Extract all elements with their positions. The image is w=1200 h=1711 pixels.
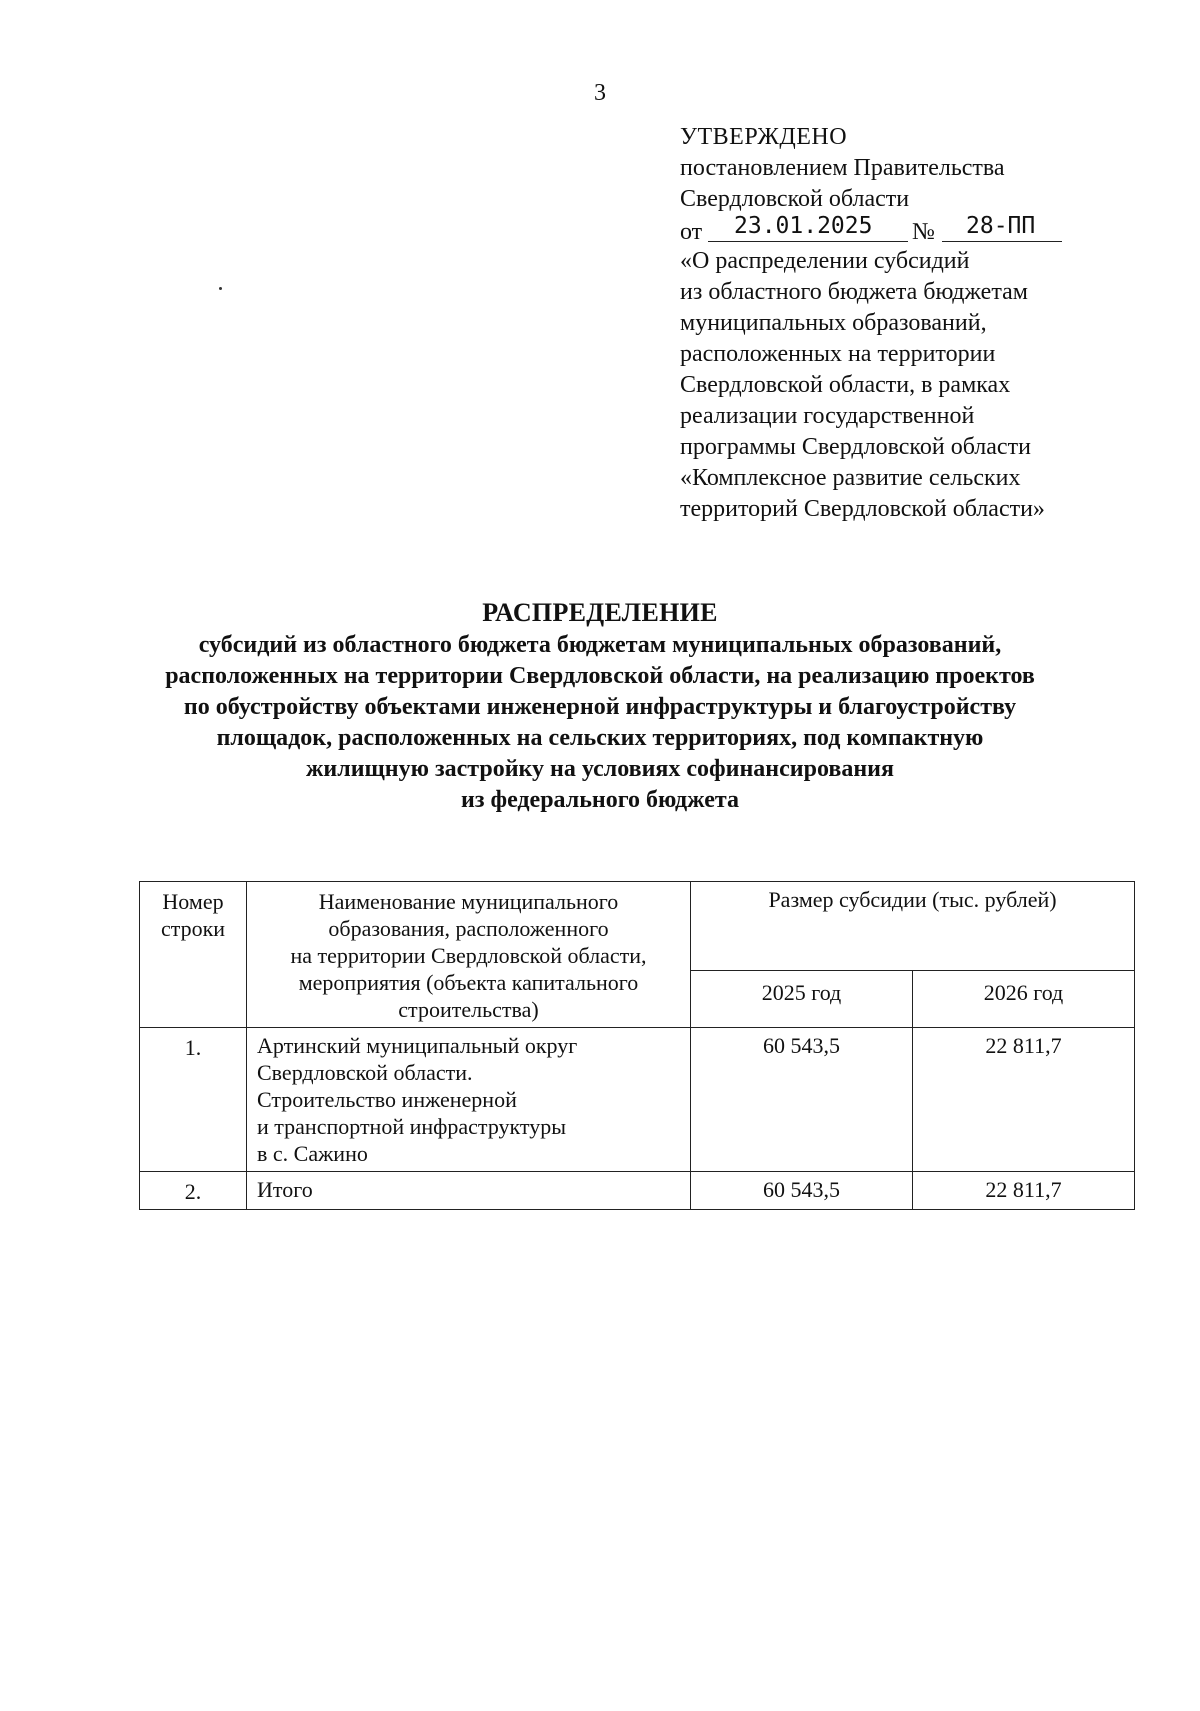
document-subtitle — [100, 630, 1100, 816]
subtitle-line: жилищную застройку на условиях софинансирования — [306, 756, 894, 782]
subtitle-line: из федерального бюджета — [461, 787, 739, 813]
row-name-line: Строительство инженерной — [257, 1087, 517, 1112]
header-subsidy-size: Размер субсидии (тыс. рублей) — [691, 882, 1135, 971]
header-row-number — [140, 882, 247, 1028]
header-text-line: мероприятия (объекта капитального — [298, 970, 639, 995]
table-header-row — [140, 882, 1135, 971]
header-text-line: строки — [160, 916, 226, 941]
number-field — [942, 211, 1062, 242]
number-sign: № — [912, 219, 935, 245]
header-text-line: на территории Свердловской области, — [290, 943, 647, 968]
date-field — [708, 211, 908, 242]
value-2025-cell: 60 543,5 — [691, 1028, 913, 1172]
approval-heading: УТВЕРЖДЕНО — [680, 124, 848, 150]
resolution-title-line: Свердловской области, в рамках — [680, 372, 1011, 398]
row-name-cell — [247, 1028, 691, 1172]
subtitle-line: субсидий из областного бюджета бюджетам муниципальных образований, — [198, 632, 1002, 658]
table-row-total — [140, 1172, 1135, 1210]
number-value: 28-ПП — [966, 213, 1036, 239]
subtitle-line: площадок, расположенных на сельских территориях, под компактную — [216, 725, 984, 751]
header-text-line: строительства) — [398, 997, 539, 1022]
subtitle-line: по обустройству объектами инженерной инфраструктуры и благоустройству — [183, 694, 1017, 720]
row-name-line: в с. Сажино — [257, 1141, 368, 1166]
resolution-title-line: «Комплексное развитие сельских — [680, 465, 1021, 491]
row-number-cell: 1. — [140, 1028, 247, 1172]
row-name-line: Артинский муниципальный округ — [257, 1033, 578, 1058]
value-2026-cell: 22 811,7 — [913, 1028, 1135, 1172]
date-value: 23.01.2025 — [734, 213, 873, 239]
subsidy-table — [139, 881, 1135, 1210]
document-title: РАСПРЕДЕЛЕНИЕ — [482, 598, 718, 627]
resolution-title-line: территорий Свердловской области» — [680, 496, 1045, 522]
header-text-line: образования, расположенного — [328, 916, 609, 941]
resolution-title-line: реализации государственной — [680, 403, 975, 429]
row-name-line: и транспортной инфраструктуры — [257, 1114, 567, 1139]
row-name-line: Свердловской области. — [257, 1060, 473, 1085]
value-2025-cell: 60 543,5 — [691, 1172, 913, 1210]
resolution-title-line: муниципальных образований, — [680, 310, 987, 336]
approval-line-2: Свердловской области — [680, 186, 910, 212]
resolution-title-line: из областного бюджета бюджетам — [680, 279, 1028, 305]
header-year-2026: 2026 год — [913, 971, 1135, 1028]
from-label: от — [680, 219, 703, 245]
approval-block — [680, 122, 1160, 525]
row-name-cell: Итого — [247, 1172, 691, 1210]
subtitle-line: расположенных на территории Свердловской области, на реализацию проектов — [165, 663, 1035, 689]
header-name — [247, 882, 691, 1028]
header-year-2025: 2025 год — [691, 971, 913, 1028]
header-text-line: Номер — [162, 889, 224, 914]
page-number: 3 — [594, 80, 606, 106]
resolution-title-line: «О распределении субсидий — [680, 248, 970, 274]
resolution-title-line: расположенных на территории — [680, 341, 996, 367]
value-2026-cell: 22 811,7 — [913, 1172, 1135, 1210]
table-row — [140, 1028, 1135, 1172]
resolution-title-line: программы Свердловской области — [680, 434, 1031, 460]
scan-speck — [219, 287, 222, 290]
date-number-line — [680, 215, 1160, 246]
header-text-line: Наименование муниципального — [318, 889, 619, 914]
approval-line-1: постановлением Правительства — [680, 155, 1005, 181]
row-number-cell: 2. — [140, 1172, 247, 1210]
